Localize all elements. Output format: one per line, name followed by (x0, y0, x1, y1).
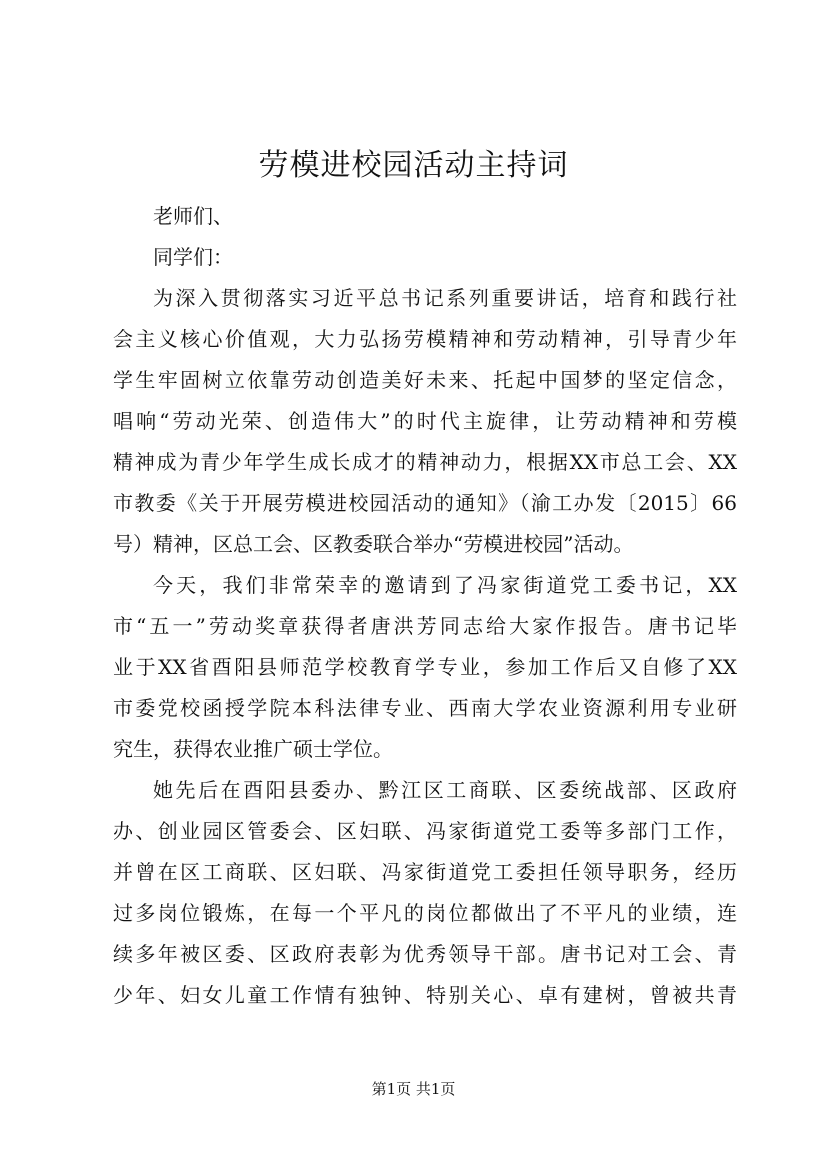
paragraph-line: 她先后在酉阳县委办、黔江区工商联、区委统战部、区政府 (153, 778, 737, 802)
paragraph-line: 市“五一”劳动奖章获得者唐洪芳同志给大家作报告。唐书记毕 (113, 614, 737, 638)
paragraph-line: 学生牢固树立依靠劳动创造美好未来、托起中国梦的坚定信念， (113, 368, 737, 392)
paragraph-line: 续多年被区委、区政府表彰为优秀领导干部。唐书记对工会、青 (113, 942, 737, 966)
paragraph-line: 唱响“劳动光荣、创造伟大”的时代主旋律，让劳动精神和劳模 (113, 409, 737, 433)
paragraph-line: 过多岗位锻炼，在每一个平凡的岗位都做出了不平凡的业绩，连 (113, 901, 737, 925)
paragraph-line: 业于XX省酉阳县师范学校教育学专业，参加工作后又自修了XX (113, 655, 737, 679)
paragraph-line: 号）精神，区总工会、区教委联合举办“劳模进校园”活动。 (113, 532, 634, 556)
salutation-students: 同学们： (153, 245, 233, 269)
paragraph-line: 会主义核心价值观，大力弘扬劳模精神和劳动精神，引导青少年 (113, 327, 737, 351)
paragraph-line: 为深入贯彻落实习近平总书记系列重要讲话，培育和践行社 (153, 286, 737, 310)
page-number-footer: 第1页 共1页 (371, 1080, 456, 1098)
paragraph-line: 究生，获得农业推广硕士学位。 (113, 737, 393, 761)
paragraph-line: 精神成为青少年学生成长成才的精神动力，根据XX市总工会、XX (113, 450, 737, 474)
paragraph-line: 今天，我们非常荣幸的邀请到了冯家街道党工委书记，XX (153, 573, 737, 597)
salutation-teachers: 老师们、 (153, 204, 233, 228)
paragraph-line: 并曾在区工商联、区妇联、冯家街道党工委担任领导职务，经历 (113, 860, 737, 884)
paragraph-line: 市委党校函授学院本科法律专业、西南大学农业资源利用专业研 (113, 696, 737, 720)
paragraph-line: 市教委《关于开展劳模进校园活动的通知》（渝工办发〔2015〕66 (113, 491, 737, 515)
document-body (113, 196, 737, 1016)
document-title: 劳模进校园活动主持词 (258, 148, 569, 183)
paragraph-line: 办、创业园区管委会、区妇联、冯家街道党工委等多部门工作， (113, 819, 737, 843)
paragraph-line: 少年、妇女儿童工作情有独钟、特别关心、卓有建树，曾被共青 (113, 983, 737, 1007)
